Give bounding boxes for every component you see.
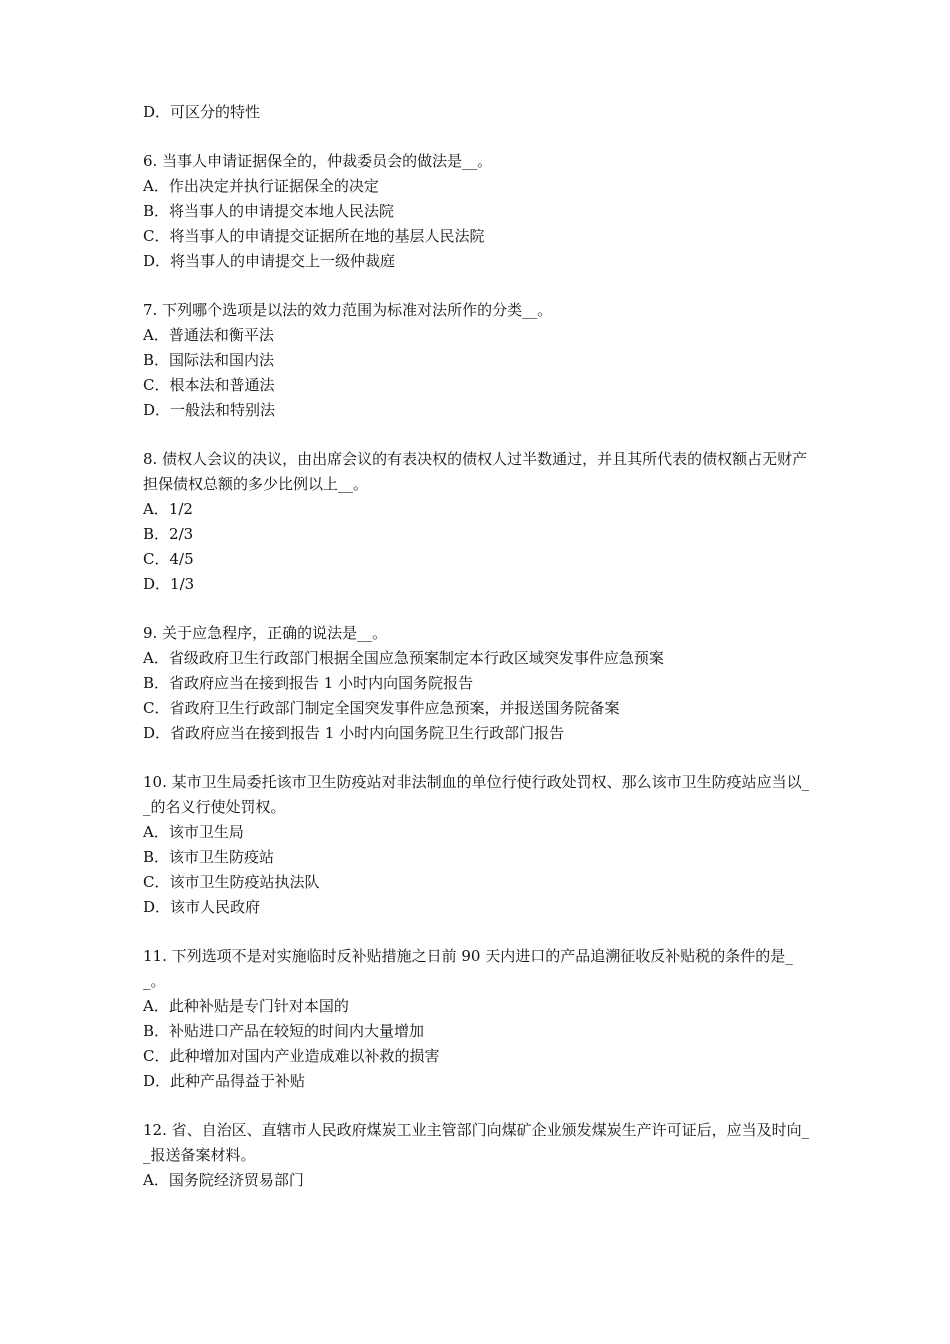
question-spacer xyxy=(143,125,815,149)
question-block xyxy=(143,149,815,274)
question-block xyxy=(143,1118,815,1193)
answer-option: D．一般法和特别法 xyxy=(143,401,276,419)
question-spacer xyxy=(143,423,815,447)
question-stem: 9. 关于应急程序，正确的说法是__。 xyxy=(143,624,388,642)
question-spacer xyxy=(143,746,815,770)
answer-option: D．1/3 xyxy=(143,575,195,593)
question-spacer xyxy=(143,274,815,298)
answer-option: A．该市卫生局 xyxy=(143,823,244,841)
answer-option: C．将当事人的申请提交证据所在地的基层人民法院 xyxy=(143,227,485,245)
leading-option: D．可区分的特性 xyxy=(143,103,261,121)
question-stem: 12. 省、自治区、直辖市人民政府煤炭工业主管部门向煤矿企业颁发煤炭生产许可证后，应当及时向__报送备案材料。 xyxy=(143,1121,810,1164)
answer-option: B．补贴进口产品在较短的时间内大量增加 xyxy=(143,1022,425,1040)
question-block xyxy=(143,298,815,423)
answer-option: B．省政府应当在接到报告 1 小时内向国务院报告 xyxy=(143,674,474,692)
answer-option: D．该市人民政府 xyxy=(143,898,261,916)
question-block xyxy=(143,944,815,1094)
question-stem: 10. 某市卫生局委托该市卫生防疫站对非法制血的单位行使行政处罚权、那么该市卫生防疫站应当以__的名义行使处罚权。 xyxy=(143,773,810,816)
question-stem: 6. 当事人申请证据保全的，仲裁委员会的做法是__。 xyxy=(143,152,493,170)
question-block xyxy=(143,621,815,746)
question-block xyxy=(143,770,815,920)
answer-option: C．此种增加对国内产业造成难以补救的损害 xyxy=(143,1047,440,1065)
answer-option: D．将当事人的申请提交上一级仲裁庭 xyxy=(143,252,396,270)
answer-option: C．该市卫生防疫站执法队 xyxy=(143,873,320,891)
question-stem: 8. 债权人会议的决议，由出席会议的有表决权的债权人过半数通过，并且其所代表的债权额占无财产担保债权总额的多少比例以上__。 xyxy=(143,450,808,493)
answer-option: A．作出决定并执行证据保全的决定 xyxy=(143,177,379,195)
answer-option: B．2/3 xyxy=(143,525,194,543)
question-spacer xyxy=(143,1094,815,1118)
answer-option: D．省政府应当在接到报告 1 小时内向国务院卫生行政部门报告 xyxy=(143,724,565,742)
question-stem: 11. 下列选项不是对实施临时反补贴措施之日前 90 天内进口的产品追溯征收反补贴税的条件的是__。 xyxy=(143,947,793,990)
answer-option: C．根本法和普通法 xyxy=(143,376,275,394)
answer-option: A．普通法和衡平法 xyxy=(143,326,274,344)
question-stem: 7. 下列哪个选项是以法的效力范围为标准对法所作的分类__。 xyxy=(143,301,553,319)
answer-option: A．1/2 xyxy=(143,500,193,518)
question-spacer xyxy=(143,920,815,944)
question-spacer xyxy=(143,597,815,621)
question-block xyxy=(143,447,815,597)
answer-option: D．此种产品得益于补贴 xyxy=(143,1072,306,1090)
answer-option: C．4/5 xyxy=(143,550,194,568)
answer-option: A．此种补贴是专门针对本国的 xyxy=(143,997,349,1015)
answer-option: A．省级政府卫生行政部门根据全国应急预案制定本行政区域突发事件应急预案 xyxy=(143,649,664,667)
answer-option: B．该市卫生防疫站 xyxy=(143,848,275,866)
answer-option: B．将当事人的申请提交本地人民法院 xyxy=(143,202,395,220)
question-list xyxy=(143,100,815,1193)
answer-option: A．国务院经济贸易部门 xyxy=(143,1171,304,1189)
answer-option: C．省政府卫生行政部门制定全国突发事件应急预案，并报送国务院备案 xyxy=(143,699,620,717)
answer-option: B．国际法和国内法 xyxy=(143,351,275,369)
